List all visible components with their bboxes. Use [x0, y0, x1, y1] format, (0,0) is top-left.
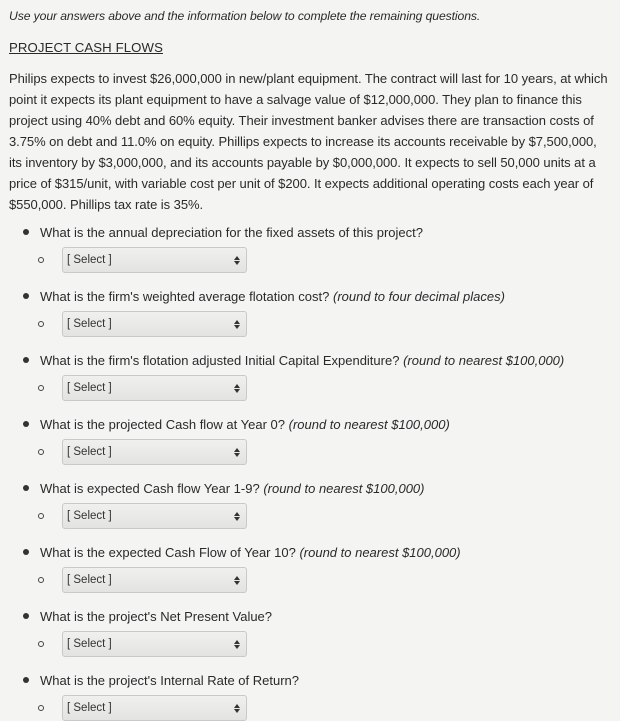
answer-select[interactable]	[62, 631, 247, 657]
question-text: What is the annual depreciation for the fixed assets of this project?	[40, 225, 423, 240]
question-text: What is the firm's flotation adjusted Initial Capital Expenditure? (round to nearest $100,000)	[40, 353, 565, 368]
sub-bullet-icon	[38, 449, 44, 455]
problem-paragraph: Philips expects to invest $26,000,000 in new/plant equipment. The contract will last for 10 years, at which point it expects its plant equipment to have a salvage value of $12,000,000. They plan to finance this project using 40% debt and 60% equity. Their investment banker advises there are transaction costs of 3.75% on debt and 11.0% on equity. Phillips expects to increase its accounts receivable by $7,500,000, its inventory by $3,000,000, and its accounts payable by $0,000,000. It expects to sell 50,000 units at a price of $315/unit, with variable cost per unit of $200. It expects additional operating costs each year of $550,000. Phillips tax rate is 35%.	[9, 71, 608, 212]
updown-arrows-icon	[234, 640, 240, 649]
sub-bullet-icon	[38, 385, 44, 391]
question-text: What is expected Cash flow Year 1-9? (round to nearest $100,000)	[40, 481, 425, 496]
answer-select[interactable]	[62, 439, 247, 465]
answer-select[interactable]	[62, 567, 247, 593]
question-item	[9, 352, 610, 401]
sub-bullet-icon	[38, 577, 44, 583]
sub-bullet-icon	[38, 513, 44, 519]
select-value: [ Select ]	[67, 318, 112, 330]
section-heading: PROJECT CASH FLOWS	[9, 40, 163, 55]
bullet-icon	[23, 421, 29, 427]
sub-bullet-icon	[38, 257, 44, 263]
bullet-icon	[23, 677, 29, 683]
bullet-icon	[23, 485, 29, 491]
updown-arrows-icon	[234, 512, 240, 521]
question-item	[9, 608, 610, 657]
updown-arrows-icon	[234, 384, 240, 393]
question-text: What is the projected Cash flow at Year 0? (round to nearest $100,000)	[40, 417, 450, 432]
question-item	[9, 480, 610, 529]
bullet-icon	[23, 549, 29, 555]
select-value: [ Select ]	[67, 382, 112, 394]
sub-bullet-icon	[38, 321, 44, 327]
sub-bullet-icon	[38, 705, 44, 711]
question-text: What is the project's Net Present Value?	[40, 609, 273, 624]
question-text: What is the firm's weighted average flotation cost? (round to four decimal places)	[40, 289, 505, 304]
answer-select[interactable]	[62, 311, 247, 337]
question-list	[9, 224, 610, 721]
updown-arrows-icon	[234, 448, 240, 457]
updown-arrows-icon	[234, 576, 240, 585]
select-value: [ Select ]	[67, 254, 112, 266]
bullet-icon	[23, 293, 29, 299]
question-item	[9, 416, 610, 465]
question-item	[9, 544, 610, 593]
sub-bullet-icon	[38, 641, 44, 647]
answer-select[interactable]	[62, 375, 247, 401]
question-item	[9, 224, 610, 273]
question-item	[9, 288, 610, 337]
bullet-icon	[23, 613, 29, 619]
bullet-icon	[23, 229, 29, 235]
question-item	[9, 672, 610, 721]
instructions-text: Use your answers above and the information below to complete the remaining questions.	[9, 9, 481, 23]
updown-arrows-icon	[234, 704, 240, 713]
bullet-icon	[23, 357, 29, 363]
question-text: What is the expected Cash Flow of Year 10? (round to nearest $100,000)	[40, 545, 461, 560]
select-value: [ Select ]	[67, 510, 112, 522]
select-value: [ Select ]	[67, 574, 112, 586]
select-value: [ Select ]	[67, 446, 112, 458]
answer-select[interactable]	[62, 247, 247, 273]
question-text: What is the project's Internal Rate of Return?	[40, 673, 299, 688]
updown-arrows-icon	[234, 256, 240, 265]
select-value: [ Select ]	[67, 638, 112, 650]
answer-select[interactable]	[62, 695, 247, 721]
answer-select[interactable]	[62, 503, 247, 529]
select-value: [ Select ]	[67, 702, 112, 714]
updown-arrows-icon	[234, 320, 240, 329]
